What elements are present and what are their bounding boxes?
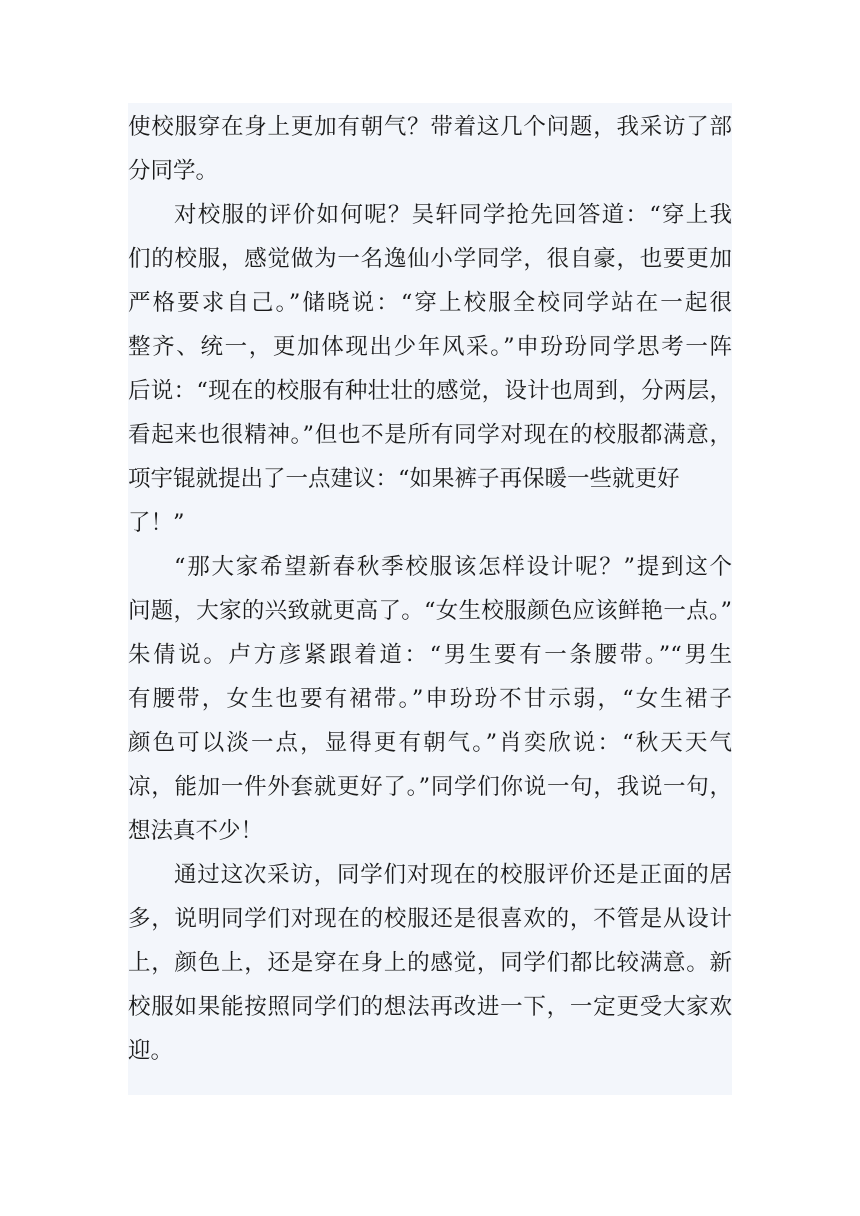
text-line: 迎。 — [128, 1038, 174, 1064]
text-line: 问题，大家的兴致就更高了。“女生校服颜色应该鲜艳一点。” — [128, 598, 732, 624]
text-line: 多，说明同学们对现在的校服还是很喜欢的，不管是从设计 — [128, 906, 732, 932]
text-line: 们的校服，感觉做为一名逸仙小学同学，很自豪，也要更加 — [128, 246, 732, 272]
text-line: 想法真不少！ — [128, 818, 264, 844]
text-line: 朱倩说。卢方彦紧跟着道：“男生要有一条腰带。”“男生 — [128, 642, 732, 668]
text-line: 校服如果能按照同学们的想法再改进一下，一定更受大家欢 — [128, 994, 732, 1020]
text-line: 使校服穿在身上更加有朝气？带着这几个问题，我采访了部 — [128, 114, 732, 140]
text-line: 有腰带，女生也要有裙带。”申玢玢不甘示弱，“女生裙子 — [128, 686, 732, 712]
article-text-block — [128, 103, 732, 1095]
text-line: 项宇锟就提出了一点建议：“如果裤子再保暖一些就更好 — [128, 466, 680, 492]
text-line: 了！” — [128, 510, 185, 536]
text-line: 分同学。 — [128, 158, 219, 184]
text-line: 严格要求自己。”储晓说：“穿上校服全校同学站在一起很 — [128, 290, 732, 316]
text-line: 整齐、统一，更加体现出少年风采。”申玢玢同学思考一阵 — [128, 334, 732, 360]
paragraph-start-line: “那大家希望新春秋季校服该怎样设计呢？”提到这个 — [174, 554, 732, 580]
text-line: 凉，能加一件外套就更好了。”同学们你说一句，我说一句， — [128, 774, 732, 800]
paragraph-start-line: 通过这次采访，同学们对现在的校服评价还是正面的居 — [174, 862, 732, 888]
text-line: 颜色可以淡一点，显得更有朝气。”肖奕欣说：“秋天天气 — [128, 730, 732, 756]
text-line: 上，颜色上，还是穿在身上的感觉，同学们都比较满意。新 — [128, 950, 732, 976]
text-line: 后说：“现在的校服有种壮壮的感觉，设计也周到，分两层， — [128, 378, 732, 404]
paragraph-start-line: 对校服的评价如何呢？吴轩同学抢先回答道：“穿上我 — [174, 202, 732, 228]
text-line: 看起来也很精神。”但也不是所有同学对现在的校服都满意， — [128, 422, 732, 448]
